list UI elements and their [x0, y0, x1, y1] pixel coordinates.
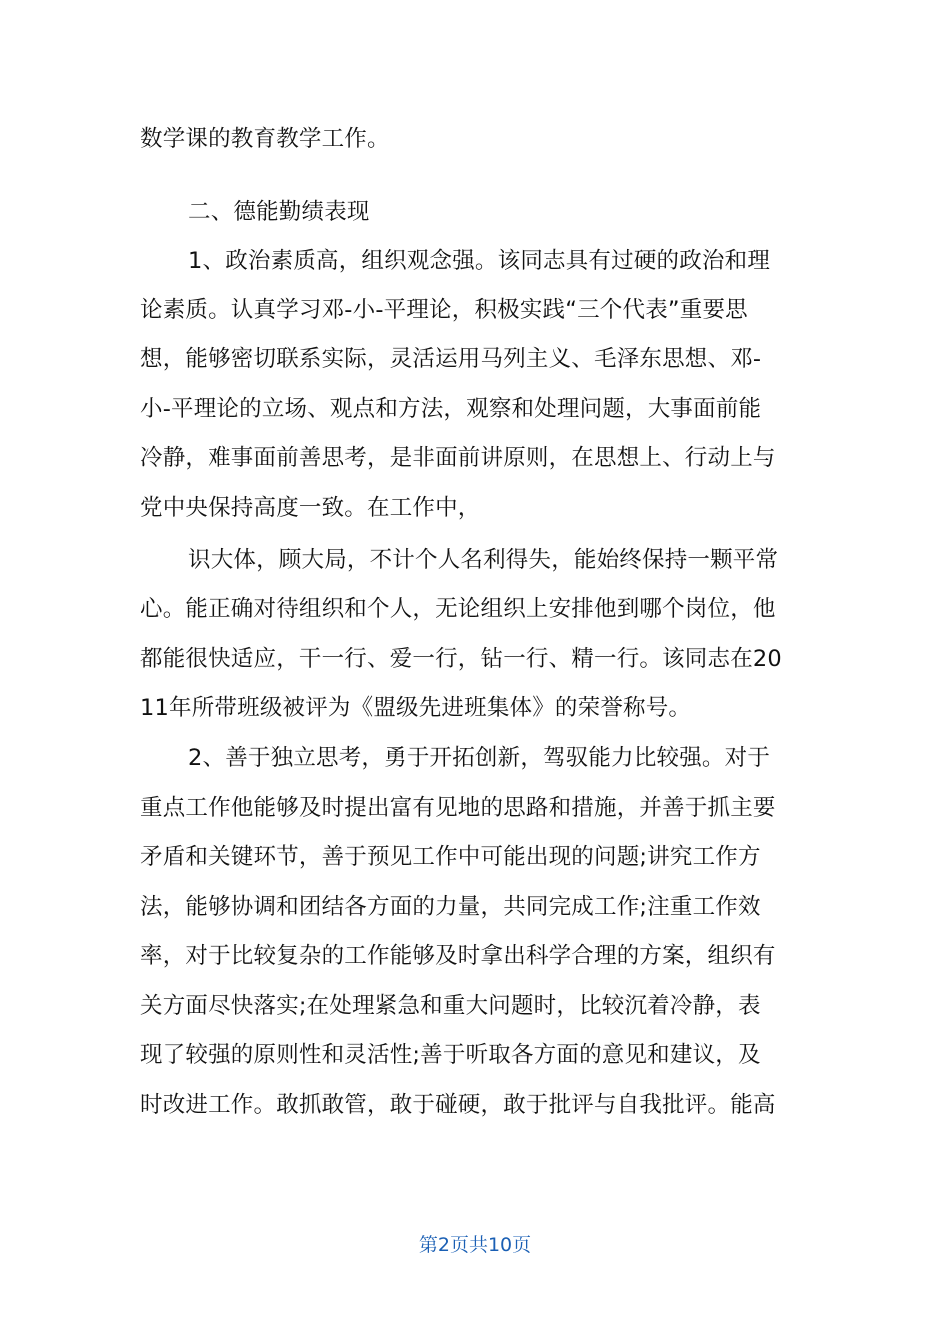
section-heading: 二、德能勤绩表现 — [188, 199, 370, 225]
text-line: 11年所带班级被评为《盟级先进班集体》的荣誉称号。 — [140, 695, 692, 721]
text-line: 数学课的教育教学工作。 — [140, 126, 390, 152]
text-line: 都能很快适应，干一行、爱一行，钻一行、精一行。该同志在20 — [140, 646, 782, 672]
text-line: 时改进工作。敢抓敢管，敢于碰硬，敢于批评与自我批评。能高 — [140, 1092, 776, 1118]
text-line: 冷静，难事面前善思考，是非面前讲原则，在思想上、行动上与 — [140, 445, 776, 471]
text-line: 论素质。认真学习邓-小-平理论，积极实践“三个代表”重要思 — [140, 297, 748, 323]
text-line: 重点工作他能够及时提出富有见地的思路和措施，并善于抓主要 — [140, 795, 776, 821]
text-line: 小-平理论的立场、观点和方法，观察和处理问题，大事面前能 — [140, 396, 762, 422]
text-line: 1、政治素质高，组织观念强。该同志具有过硬的政治和理 — [188, 248, 771, 274]
text-line: 2、善于独立思考，勇于开拓创新，驾驭能力比较强。对于 — [188, 745, 771, 771]
text-line: 关方面尽快落实;在处理紧急和重大问题时，比较沉着冷静，表 — [140, 993, 761, 1019]
text-line: 率，对于比较复杂的工作能够及时拿出科学合理的方案，组织有 — [140, 943, 776, 969]
text-line: 党中央保持高度一致。在工作中， — [140, 495, 481, 521]
text-line: 心。能正确对待组织和个人，无论组织上安排他到哪个岗位，他 — [140, 596, 776, 622]
text-line: 想，能够密切联系实际，灵活运用马列主义、毛泽东思想、邓- — [140, 346, 762, 372]
text-line: 现了较强的原则性和灵活性;善于听取各方面的意见和建议，及 — [140, 1042, 761, 1068]
page-indicator: 第2页共10页 — [418, 1234, 532, 1256]
text-line: 矛盾和关键环节，善于预见工作中可能出现的问题;讲究工作方 — [140, 844, 761, 870]
text-line: 法，能够协调和团结各方面的力量，共同完成工作;注重工作效 — [140, 894, 761, 920]
text-line: 识大体，顾大局，不计个人名利得失，能始终保持一颗平常 — [188, 547, 779, 573]
